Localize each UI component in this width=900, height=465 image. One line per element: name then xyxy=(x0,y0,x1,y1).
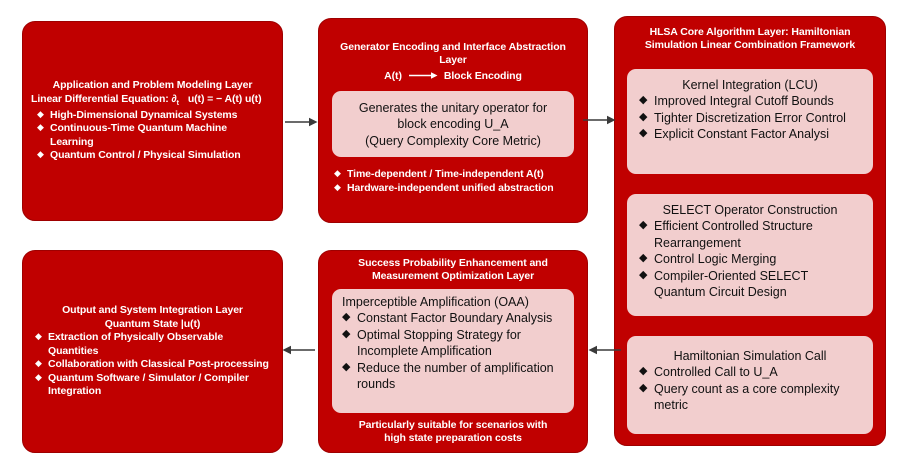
list-item xyxy=(639,110,861,127)
bullet-text: Efficient Controlled Structure Rearrangement xyxy=(654,219,813,250)
list-item xyxy=(639,364,861,381)
success-layer-title: Success Probability Enhancement and Measurement Optimization Layer xyxy=(358,257,548,283)
bullet-text: Constant Factor Boundary Analysis xyxy=(357,311,553,326)
diamond-bullet-icon: ◆ xyxy=(639,252,648,265)
hlsa-core-layer-box xyxy=(614,16,886,446)
bullet-text: Query count as a core complexity metric xyxy=(654,381,840,413)
bullet-text: Quantum Control / Physical Simulation xyxy=(50,149,241,162)
list-item xyxy=(342,310,564,327)
bullet-text: Hardware-independent unified abstraction xyxy=(347,181,554,194)
bullet-text: Control Logic Merging xyxy=(654,252,777,267)
list-item xyxy=(639,126,861,143)
bullet-text: Optimal Stopping Strategy for Incomplete Amplification xyxy=(357,327,521,359)
bullet-text: High-Dimensional Dynamical Systems xyxy=(50,108,238,121)
list-item xyxy=(342,327,564,360)
output-layer-title: Output and System Integration Layer xyxy=(62,304,243,317)
card-line: Generates the unitary operator for xyxy=(358,100,548,115)
list-item xyxy=(334,182,574,195)
diamond-bullet-icon: ◆ xyxy=(342,327,351,340)
list-item xyxy=(35,372,274,399)
diamond-bullet-icon: ◆ xyxy=(342,311,351,324)
diamond-bullet-icon: ◆ xyxy=(639,381,648,394)
mapping-target-label: Block Encoding xyxy=(443,69,522,82)
flow-arrow-left-icon xyxy=(282,344,316,356)
success-layer-footnote: Particularly suitable for scenarios with high state preparation costs xyxy=(358,418,548,445)
list-item xyxy=(37,122,274,149)
equation-subscript: t xyxy=(176,99,179,107)
list-item xyxy=(37,109,274,122)
mapping-source-label: A(t) xyxy=(384,69,402,82)
list-item xyxy=(639,251,861,268)
bullet-text: Extraction of Physically Observable Quantities xyxy=(48,331,224,357)
application-bullet-list xyxy=(37,109,274,163)
list-item xyxy=(342,360,564,393)
bullet-text: Quantum Software / Simulator / Compiler Integration xyxy=(48,371,249,398)
list-item xyxy=(639,381,861,414)
block-encoding-mapping xyxy=(332,70,574,83)
hlsa-layer-title: HLSA Core Algorithm Layer: Hamiltonian Simulation Linear Combination Framework xyxy=(644,26,856,52)
amplification-card xyxy=(332,289,574,413)
diamond-bullet-icon: ◆ xyxy=(639,219,648,232)
diamond-bullet-icon: ◆ xyxy=(639,110,648,123)
card-heading: Hamiltonian Simulation Call xyxy=(673,348,827,363)
diamond-bullet-icon: ◆ xyxy=(342,360,351,373)
card-heading: Imperceptible Amplification (OAA) xyxy=(342,294,529,309)
hamiltonian-call-card xyxy=(627,336,873,434)
bullet-text: Tighter Discretization Error Control xyxy=(654,110,846,125)
list-item xyxy=(639,268,861,301)
encoding-layer-title: Generator Encoding and Interface Abstraction Layer xyxy=(340,41,566,67)
kernel-integration-card xyxy=(627,69,873,174)
encoding-layer-box xyxy=(318,18,588,223)
flow-arrow-right-icon xyxy=(582,114,616,126)
block-encoding-card xyxy=(332,91,574,157)
diamond-bullet-icon: ◆ xyxy=(639,94,648,107)
bullet-text: Improved Integral Cutoff Bounds xyxy=(654,94,834,109)
diamond-bullet-icon: ◆ xyxy=(639,365,648,378)
diamond-bullet-icon: ◆ xyxy=(37,108,44,119)
card-line: block encoding U_A xyxy=(397,117,509,132)
list-item xyxy=(35,358,274,371)
bullet-text: Time-dependent / Time-independent A(t) xyxy=(347,168,544,181)
list-item xyxy=(35,331,274,358)
select-operator-card xyxy=(627,194,873,316)
flow-arrow-left-icon xyxy=(588,344,622,356)
application-layer-title: Application and Problem Modeling Layer xyxy=(52,79,253,92)
bullet-text: Controlled Call to U_A xyxy=(654,365,778,380)
card-heading: Kernel Integration (LCU) xyxy=(682,77,818,92)
output-bullet-list xyxy=(35,331,274,398)
bullet-text: Compiler-Oriented SELECT Quantum Circuit Design xyxy=(654,268,808,300)
application-layer-box xyxy=(22,21,283,221)
encoding-bullet-list xyxy=(334,168,574,195)
diamond-bullet-icon: ◆ xyxy=(37,122,44,133)
list-item xyxy=(334,168,574,181)
list-item xyxy=(639,218,861,251)
diamond-bullet-icon: ◆ xyxy=(35,358,42,369)
card-line: (Query Complexity Core Metric) xyxy=(365,133,541,148)
quantum-state-label: Quantum State |u(t) xyxy=(104,317,201,330)
card-heading: SELECT Operator Construction xyxy=(662,202,838,217)
list-item xyxy=(639,93,861,110)
flow-arrow-right-icon xyxy=(284,116,318,128)
diamond-bullet-icon: ◆ xyxy=(37,149,44,160)
output-layer-box xyxy=(22,250,283,453)
bullet-text: Reduce the number of amplification rounds xyxy=(357,360,554,392)
diamond-bullet-icon: ◆ xyxy=(639,268,648,281)
differential-equation xyxy=(31,93,274,109)
list-item xyxy=(37,149,274,162)
right-arrow-icon xyxy=(408,71,438,80)
diamond-bullet-icon: ◆ xyxy=(35,371,42,382)
success-probability-layer-box xyxy=(318,250,588,453)
equation-prefix: Linear Differential Equation: ∂ xyxy=(31,92,177,105)
bullet-text: Continuous-Time Quantum Machine Learning xyxy=(50,122,227,148)
bullet-text: Explicit Constant Factor Analysi xyxy=(654,127,830,142)
diamond-bullet-icon: ◆ xyxy=(35,331,42,342)
bullet-text: Collaboration with Classical Post-processing xyxy=(48,358,269,371)
equation-rest: u(t) = − A(t) u(t) xyxy=(187,92,262,105)
diamond-bullet-icon: ◆ xyxy=(639,127,648,140)
diamond-bullet-icon: ◆ xyxy=(334,181,341,192)
diamond-bullet-icon: ◆ xyxy=(334,168,341,179)
